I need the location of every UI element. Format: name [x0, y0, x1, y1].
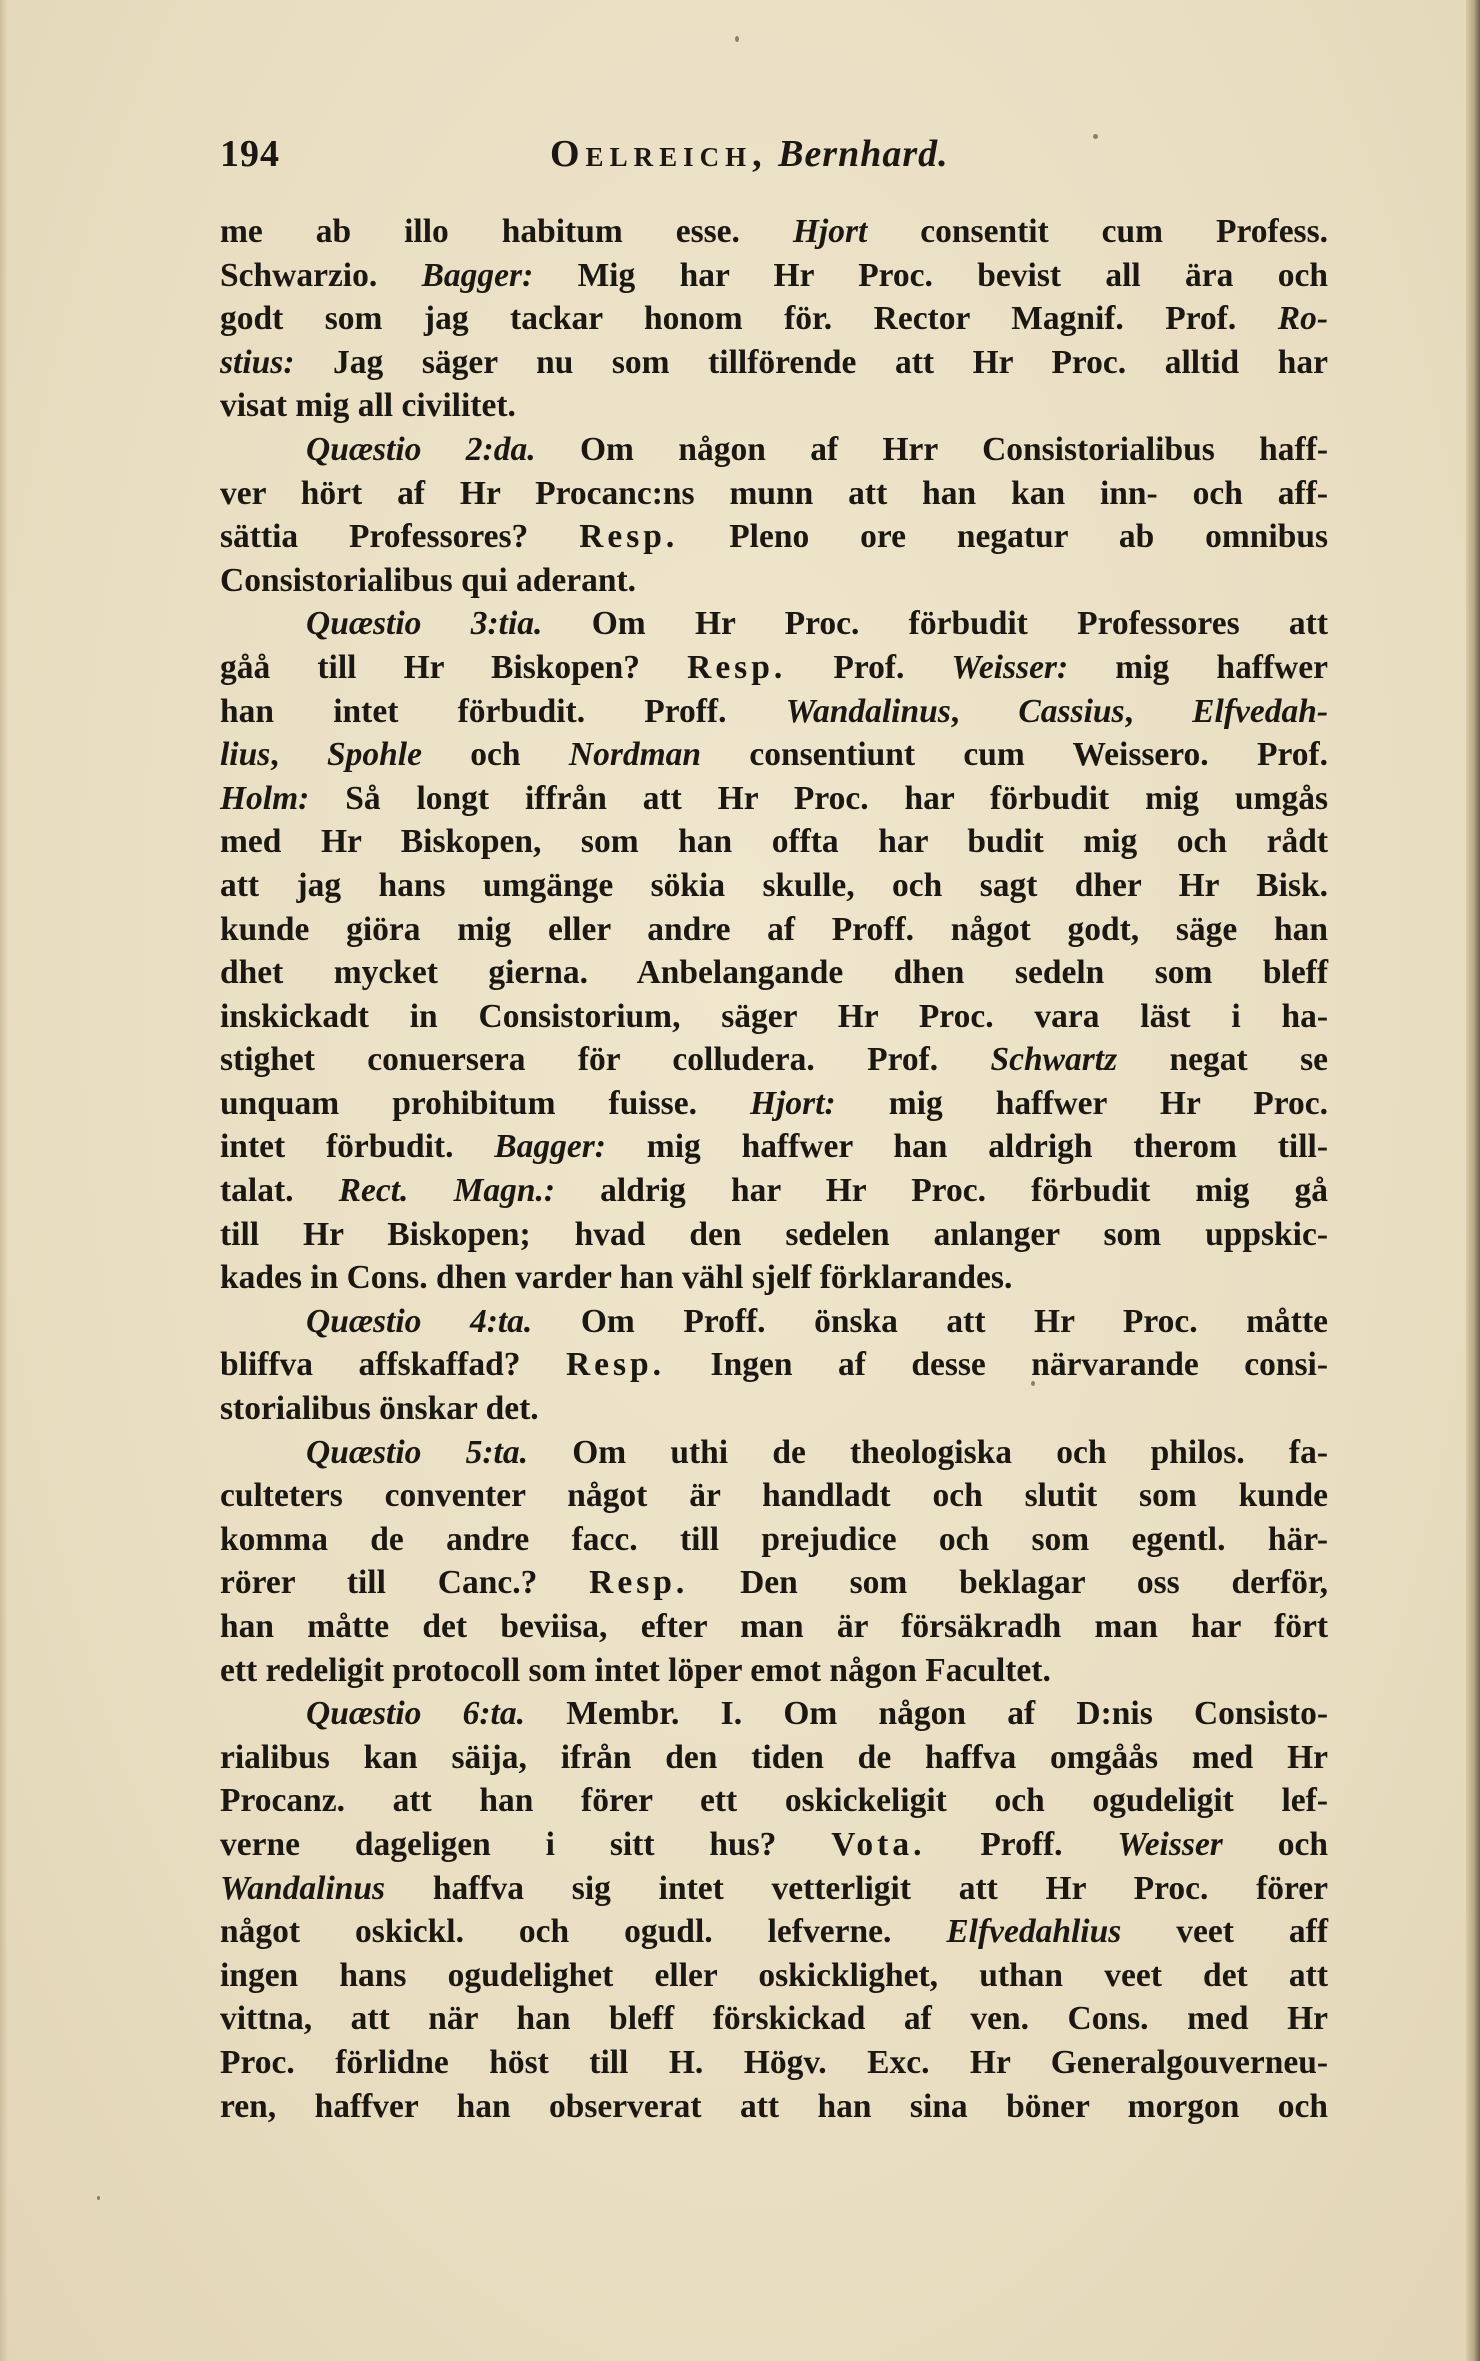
text-line — [220, 733, 1328, 777]
text-run: något oskickl. och ogudl. lefverne. — [220, 1913, 947, 1951]
italic-text: Elfvedah- — [1192, 692, 1329, 730]
text-line — [220, 341, 1328, 385]
text-run: Proc. förlidne höst till H. Högv. Exc. Hr Generalgouverneu- — [220, 2043, 1328, 2081]
text-line — [220, 515, 1328, 559]
text-line — [220, 1692, 1328, 1736]
text-run: rialibus kan säija, ifrån den tiden de haffva omgåås med Hr — [220, 1738, 1328, 1776]
italic-text: Bagger: — [421, 256, 534, 294]
text-line — [220, 864, 1328, 908]
italic-text: Holm: — [220, 779, 310, 817]
text-run: Ingen af desse närvarande consi- — [665, 1346, 1328, 1384]
italic-text: Hjort — [792, 213, 868, 250]
italic-text: Spohle — [327, 736, 422, 774]
text-run: mig haffwer Hr Proc. — [835, 1084, 1328, 1122]
text-run: ren, haffver han observerat att han sina böner morgon och — [220, 2087, 1328, 2125]
text-run: culteters conventer något är handladt och slutit som kunde — [220, 1477, 1328, 1515]
text-line — [220, 995, 1328, 1039]
text-run: visat mig all civilitet. — [220, 387, 516, 425]
text-run: dhet mycket gierna. Anbelangande dhen sedeln som bleff — [220, 954, 1328, 992]
text-run: aldrig har Hr Proc. förbudit mig gå — [555, 1172, 1328, 1210]
italic-text: Wandalinus — [785, 692, 951, 730]
text-run: mig haffwer han aldrigh therom till- — [605, 1128, 1328, 1166]
text-run: unquam prohibitum fuisse. — [220, 1084, 751, 1122]
italic-text: Wandalinus — [220, 1869, 386, 1907]
print-speck — [735, 36, 739, 42]
text-run: komma de andre facc. till prejudice och som egentl. här- — [220, 1520, 1328, 1558]
text-run: gåå till Hr Biskopen? — [220, 648, 688, 686]
spaced-text: Vota. — [831, 1825, 926, 1863]
text-run: consentit cum Profess. — [867, 213, 1329, 250]
text-run: ver hört af Hr Procanc:ns munn att han kan inn- och aff- — [220, 474, 1328, 512]
italic-text: Hjort: — [750, 1084, 836, 1122]
text-run: talat. — [220, 1172, 339, 1210]
text-line — [220, 210, 1328, 254]
text-line — [220, 1649, 1328, 1693]
spaced-text: Resp. — [589, 1564, 689, 1602]
text-line — [220, 777, 1328, 821]
text-run: kunde giöra mig eller andre af Proff. något godt, säge han — [220, 910, 1328, 948]
text-line — [220, 1125, 1328, 1169]
text-run: Membr. I. Om någon af D:nis Consisto- — [525, 1695, 1328, 1733]
page-left-edge — [0, 0, 8, 2361]
text-run: Mig har Hr Proc. bevist all ära och — [533, 256, 1328, 294]
text-run: att jag hans umgänge sökia skulle, och sagt dher Hr Bisk. — [220, 866, 1328, 904]
text-run: intet förbudit. — [220, 1128, 495, 1166]
text-line — [220, 1474, 1328, 1518]
text-line — [220, 1082, 1328, 1126]
italic-text: Quæstio 4:ta. — [306, 1302, 533, 1340]
text-run: bliffva affskaffad? — [220, 1346, 566, 1384]
text-line — [220, 1910, 1328, 1954]
text-run: kades in Cons. dhen varder han vähl sjelf förklarandes. — [220, 1259, 1013, 1297]
text-run: stighet conuersera för colludera. Prof. — [220, 1041, 991, 1079]
text-line — [220, 1213, 1328, 1257]
text-run: haffva sig intet vetterligit att Hr Proc. förer — [385, 1869, 1328, 1907]
text-line — [220, 2041, 1328, 2085]
text-run: storialibus önskar det. — [220, 1390, 539, 1428]
text-line — [220, 820, 1328, 864]
text-line — [220, 1300, 1328, 1344]
running-header — [220, 132, 1330, 188]
text-line — [220, 1343, 1328, 1387]
text-line — [220, 1997, 1328, 2041]
text-line — [220, 646, 1328, 690]
text-run: Consistorialibus qui aderant. — [220, 561, 637, 599]
text-run: Om Hr Proc. förbudit Professores att — [542, 605, 1328, 643]
text-line — [220, 1038, 1328, 1082]
italic-text: Elfvedahlius — [946, 1913, 1122, 1951]
text-line — [220, 384, 1328, 428]
page-number: 194 — [220, 133, 280, 175]
text-line — [220, 297, 1328, 341]
text-line — [220, 602, 1328, 646]
text-run: sättia Professores? — [220, 518, 580, 556]
text-line — [220, 1431, 1328, 1475]
text-run: vittna, att när han bleff förskickad af ven. Cons. med Hr — [220, 2000, 1328, 2038]
italic-text: Bagger: — [494, 1128, 606, 1166]
text-run: , — [270, 736, 328, 774]
text-run: med Hr Biskopen, som han offta har budit mig och rådt — [220, 823, 1328, 861]
spaced-text: Resp. — [687, 648, 787, 686]
spaced-text: Resp. — [579, 518, 679, 556]
text-run: Pleno ore negatur ab omnibus — [678, 518, 1328, 556]
italic-text: Weisser: — [951, 648, 1069, 686]
text-line — [220, 1867, 1328, 1911]
page-right-edge-shadow — [1466, 0, 1480, 2361]
text-run: Procanz. att han förer ett oskickeligit och ogudeligit lef- — [220, 1782, 1328, 1820]
text-line — [220, 1954, 1328, 1998]
text-run: Den som beklagar oss derför, — [688, 1564, 1328, 1602]
running-head-title — [550, 132, 949, 176]
text-run: ett redeligit protocoll som intet löper emot någon Facultet. — [220, 1651, 1051, 1689]
text-run: Om någon af Hrr Consistorialibus haff- — [535, 430, 1329, 468]
text-line — [220, 1518, 1328, 1562]
spaced-text: Resp. — [565, 1346, 666, 1384]
text-run: Jag säger nu som tillförende att Hr Proc. alltid har — [294, 343, 1328, 381]
body-text — [220, 210, 1328, 2128]
text-line — [220, 2085, 1328, 2129]
author-surname: Oelreich, — [550, 133, 768, 175]
text-run: Schwarzio. — [220, 256, 422, 294]
text-run: och — [1222, 1825, 1328, 1863]
text-run: till Hr Biskopen; hvad den sedelen anlanger som uppskic- — [220, 1215, 1328, 1253]
italic-text: Quæstio 6:ta. — [306, 1695, 525, 1733]
text-run: consentiunt cum Weissero. Prof. — [701, 736, 1329, 774]
text-run: me ab illo habitum esse. — [220, 213, 793, 250]
italic-text: Weisser — [1117, 1825, 1223, 1863]
text-run: Så longt iffrån att Hr Proc. har förbudit mig umgås — [309, 779, 1328, 817]
text-line — [220, 1387, 1328, 1431]
italic-text: Schwartz — [990, 1041, 1118, 1079]
author-forename: Bernhard. — [778, 133, 949, 175]
text-run: han intet förbudit. Proff. — [220, 692, 786, 730]
text-run: rörer till Canc.? — [220, 1564, 590, 1602]
italic-text: Cassius — [1018, 692, 1125, 730]
italic-text: Quæstio 3:tia. — [306, 605, 543, 643]
text-line — [220, 690, 1328, 734]
text-run: Proff. — [925, 1825, 1118, 1863]
italic-text: lius — [220, 736, 271, 774]
text-line — [220, 951, 1328, 995]
italic-text: stius: — [220, 343, 295, 381]
text-run: ingen hans ogudelighet eller oskicklighet, uthan veet det att — [220, 1956, 1328, 1994]
text-line — [220, 908, 1328, 952]
text-run: negat se — [1117, 1041, 1328, 1079]
italic-text: Nordman — [568, 736, 702, 774]
italic-text: Quæstio 5:ta. — [306, 1433, 528, 1471]
italic-text: Quæstio 2:da. — [306, 430, 536, 468]
text-run: Om uthi de theologiska och philos. fa- — [527, 1433, 1328, 1471]
text-run: , — [950, 692, 1019, 730]
text-line — [220, 1169, 1328, 1213]
text-run: Prof. — [786, 648, 952, 686]
text-run: , — [1124, 692, 1193, 730]
text-line — [220, 254, 1328, 298]
text-line — [220, 1256, 1328, 1300]
text-line — [220, 1605, 1328, 1649]
italic-text: Rect. Magn.: — [338, 1172, 556, 1210]
text-run: mig haffwer — [1068, 648, 1328, 686]
text-line — [220, 472, 1328, 516]
text-run: Om Proff. önska att Hr Proc. måtte — [532, 1302, 1328, 1340]
text-run: och — [421, 736, 569, 774]
print-speck — [97, 2196, 100, 2200]
text-run: inskickadt in Consistorium, säger Hr Proc. vara läst i ha- — [220, 997, 1328, 1035]
text-line — [220, 1823, 1328, 1867]
text-line — [220, 1736, 1328, 1780]
text-line — [220, 1779, 1328, 1823]
text-run: veet aff — [1121, 1913, 1328, 1951]
text-run: han måtte det beviisa, efter man är försäkradh man har fört — [220, 1608, 1328, 1645]
text-line — [220, 1561, 1328, 1605]
text-run: verne dageligen i sitt hus? — [220, 1825, 832, 1863]
italic-text: Ro- — [1277, 300, 1328, 338]
text-line — [220, 428, 1328, 472]
text-line — [220, 559, 1328, 603]
text-run: godt som jag tackar honom för. Rector Magnif. Prof. — [220, 300, 1278, 338]
